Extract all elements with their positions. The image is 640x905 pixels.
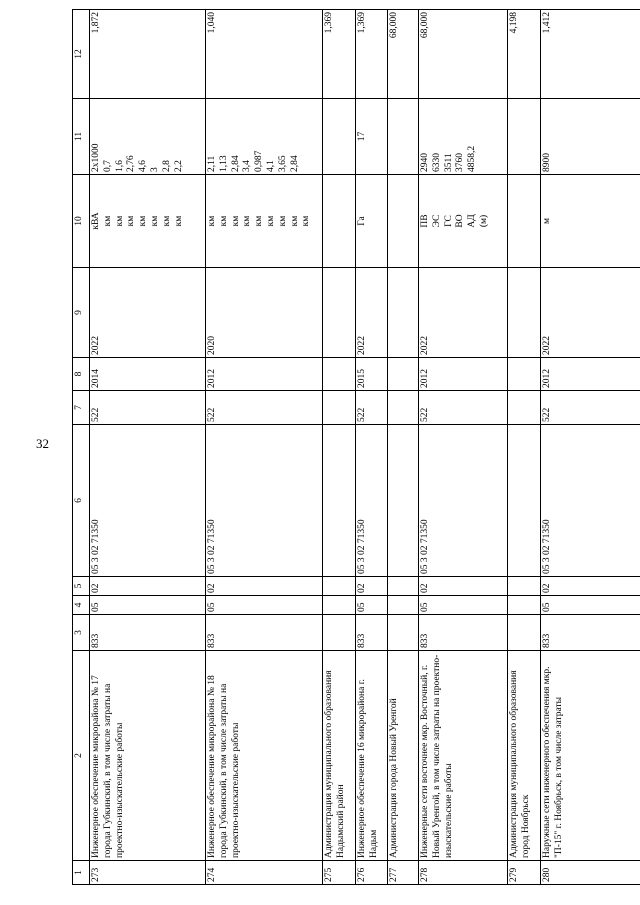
cell-col9 (507, 268, 540, 358)
cell-col8: 2015 (356, 358, 387, 391)
row-name: Инженерное обеспечение микрорайона № 18 города Губкинский, в том числе затраты на проектно-изыскательские работы (206, 651, 323, 861)
cell-col10: ПВ ЭС ГС ВО АД (м) (418, 175, 507, 268)
header-cell: 6 (73, 425, 90, 577)
row-name: Инженерные сети восточнее мкр. Восточный, г. Новый Уренгой, в том числе затраты на проектно-изыскательские работы (418, 651, 507, 861)
table-row (541, 10, 640, 885)
row-name: Администрация города Новый Уренгой (387, 651, 418, 861)
header-cell: 10 (73, 175, 90, 268)
cell-col6 (323, 425, 356, 577)
table-row (90, 10, 206, 885)
row-number: 275 (323, 861, 356, 885)
table-row (206, 10, 323, 885)
cell-col3 (507, 615, 540, 651)
cell-col4: 05 (541, 596, 640, 615)
row-number: 278 (418, 861, 507, 885)
cell-col8 (387, 358, 418, 391)
cell-col6: 05 3 02 71350 (90, 425, 206, 577)
row-number: 277 (387, 861, 418, 885)
cell-col8: 2012 (418, 358, 507, 391)
cell-col9: 2022 (90, 268, 206, 358)
cell-col7: 522 (206, 391, 323, 425)
cell-col11 (323, 99, 356, 175)
row-name: Администрация муниципального образования Надымский район (323, 651, 356, 861)
cell-col7 (507, 391, 540, 425)
cell-col10 (323, 175, 356, 268)
cell-col5: 02 (541, 577, 640, 596)
rotated-table-wrapper (72, 10, 640, 885)
cell-col11: 17 (356, 99, 387, 175)
cell-col4 (387, 596, 418, 615)
header-cell: 12 (73, 10, 90, 99)
cell-col10: км км км км км км км км км (206, 175, 323, 268)
cell-col4: 05 (418, 596, 507, 615)
cell-col11 (507, 99, 540, 175)
header-cell: 4 (73, 596, 90, 615)
cell-col3: 833 (356, 615, 387, 651)
cell-col7: 522 (90, 391, 206, 425)
header-cell: 11 (73, 99, 90, 175)
cell-col8 (323, 358, 356, 391)
cell-col5 (387, 577, 418, 596)
cell-col12: 1,369 (323, 10, 356, 99)
cell-col6: 05 3 02 71350 (541, 425, 640, 577)
cell-col8: 2012 (541, 358, 640, 391)
cell-col10: м (541, 175, 640, 268)
cell-col4: 05 (356, 596, 387, 615)
cell-col12: 1,872 (90, 10, 206, 99)
cell-col11: 2х1000 0,7 1,6 2,76 4,6 3 2,8 2,2 (90, 99, 206, 175)
row-name: Наружные сети инженерного обеспечения мкр. "П-15" г. Ноябрьск, в том числе затраты (541, 651, 640, 861)
cell-col10 (387, 175, 418, 268)
cell-col12: 1,040 (206, 10, 323, 99)
cell-col6 (387, 425, 418, 577)
cell-col9 (387, 268, 418, 358)
cell-col7: 522 (418, 391, 507, 425)
row-name: Администрация муниципального образования город Ноябрьск (507, 651, 540, 861)
cell-col12: 1,369 (356, 10, 387, 99)
row-number: 279 (507, 861, 540, 885)
cell-col4 (323, 596, 356, 615)
cell-col4: 05 (206, 596, 323, 615)
cell-col12: 68,000 (418, 10, 507, 99)
cell-col12: 68,000 (387, 10, 418, 99)
cell-col7 (323, 391, 356, 425)
table-row (507, 10, 540, 885)
budget-table (72, 9, 640, 885)
table-row (387, 10, 418, 885)
cell-col9: 2020 (206, 268, 323, 358)
cell-col12: 4,198 (507, 10, 540, 99)
cell-col7: 522 (541, 391, 640, 425)
row-number: 276 (356, 861, 387, 885)
header-row (73, 10, 90, 885)
cell-col8: 2014 (90, 358, 206, 391)
cell-col11: 2,11 1,13 2,84 3,4 0,987 4,1 3,65 2,84 (206, 99, 323, 175)
header-cell: 3 (73, 615, 90, 651)
cell-col5: 02 (90, 577, 206, 596)
row-number: 273 (90, 861, 206, 885)
cell-col8 (507, 358, 540, 391)
cell-col7 (387, 391, 418, 425)
header-cell: 7 (73, 391, 90, 425)
cell-col3: 833 (418, 615, 507, 651)
cell-col8: 2012 (206, 358, 323, 391)
cell-col9: 2022 (418, 268, 507, 358)
cell-col3: 833 (206, 615, 323, 651)
cell-col10 (507, 175, 540, 268)
cell-col5 (507, 577, 540, 596)
cell-col3: 833 (541, 615, 640, 651)
cell-col9 (323, 268, 356, 358)
cell-col10: Га (356, 175, 387, 268)
cell-col6 (507, 425, 540, 577)
table-row (323, 10, 356, 885)
header-cell: 9 (73, 268, 90, 358)
header-cell: 1 (73, 861, 90, 885)
row-name: Инженерное обеспечение микрорайона № 17 города Губкинский, в том числе затраты на проектно-изыскательские работы (90, 651, 206, 861)
cell-col9: 2022 (541, 268, 640, 358)
cell-col3 (387, 615, 418, 651)
cell-col11: 8900 (541, 99, 640, 175)
row-name: Инженерное обеспечение 16 микрорайона г. Надым (356, 651, 387, 861)
header-cell: 2 (73, 651, 90, 861)
table-row (418, 10, 507, 885)
cell-col11: 2940 6330 3511 3760 4858,2 (418, 99, 507, 175)
cell-col5: 02 (418, 577, 507, 596)
cell-col9: 2022 (356, 268, 387, 358)
cell-col3 (323, 615, 356, 651)
page-number: 32 (36, 436, 49, 451)
header-cell: 5 (73, 577, 90, 596)
cell-col7: 522 (356, 391, 387, 425)
row-number: 274 (206, 861, 323, 885)
cell-col12: 1,412 (541, 10, 640, 99)
cell-col4 (507, 596, 540, 615)
cell-col11 (387, 99, 418, 175)
cell-col6: 05 3 02 71350 (418, 425, 507, 577)
table-row (356, 10, 387, 885)
cell-col5 (323, 577, 356, 596)
cell-col6: 05 3 02 71350 (356, 425, 387, 577)
cell-col4: 05 (90, 596, 206, 615)
cell-col5: 02 (206, 577, 323, 596)
cell-col10: кВА км км км км км км км (90, 175, 206, 268)
cell-col3: 833 (90, 615, 206, 651)
cell-col6: 05 3 02 71350 (206, 425, 323, 577)
cell-col5: 02 (356, 577, 387, 596)
header-cell: 8 (73, 358, 90, 391)
row-number: 280 (541, 861, 640, 885)
